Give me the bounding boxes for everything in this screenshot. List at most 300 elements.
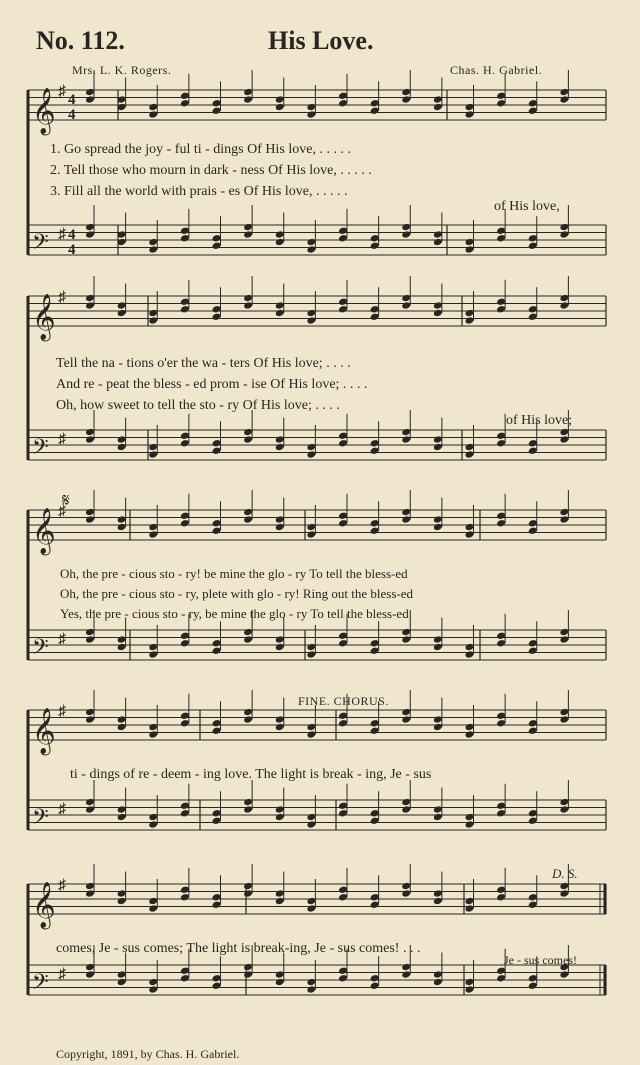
note-head (496, 631, 506, 640)
note-head (212, 816, 222, 825)
note-head (243, 970, 253, 979)
note-head (370, 900, 380, 909)
note-head (401, 230, 411, 239)
note-head (338, 226, 348, 235)
treble-clef: 𝄞 (32, 88, 56, 133)
note-head (465, 985, 475, 994)
note-head (148, 723, 158, 732)
note-head (243, 715, 253, 724)
echo-of-his-love-2: of His love; (506, 413, 573, 428)
note-head (306, 904, 316, 913)
note-head (338, 519, 348, 528)
note-head (401, 970, 411, 979)
note-head (117, 970, 127, 979)
note-head (180, 431, 190, 440)
time-signature: 4 (68, 107, 76, 123)
note-head (401, 628, 411, 637)
note-head (306, 643, 316, 652)
note-head (528, 809, 538, 818)
note-head (243, 294, 253, 303)
note-head (559, 798, 569, 807)
note-head (465, 110, 475, 119)
note-head (465, 978, 475, 987)
note-head (370, 974, 380, 983)
note-head (148, 643, 158, 652)
note-head (496, 893, 506, 902)
note-head (559, 294, 569, 303)
note-head (117, 978, 127, 987)
note-head (306, 530, 316, 539)
note-head (401, 515, 411, 524)
note-head (212, 639, 222, 648)
note-head (85, 508, 95, 517)
fine-chorus-mark: FINE. CHORUS. (298, 694, 389, 708)
note-head (275, 523, 285, 532)
note-head (275, 443, 285, 452)
key-signature-sharp: ♯ (58, 289, 66, 306)
note-head (243, 798, 253, 807)
note-head (148, 309, 158, 318)
note-head (275, 301, 285, 310)
note-head (85, 88, 95, 97)
time-signature: 4 (68, 92, 76, 108)
note-head (212, 99, 222, 108)
note-head (559, 708, 569, 717)
note-head (496, 431, 506, 440)
note-head (212, 893, 222, 902)
note-head (433, 443, 443, 452)
note-head (370, 241, 380, 250)
note-head (370, 816, 380, 825)
note-head (275, 715, 285, 724)
note-head (433, 301, 443, 310)
note-head (465, 523, 475, 532)
note-head (180, 511, 190, 520)
note-head (180, 226, 190, 235)
note-head (338, 431, 348, 440)
note-head (465, 643, 475, 652)
note-head (338, 893, 348, 902)
note-head (528, 526, 538, 535)
segno-sign: 𝄋 (62, 490, 70, 510)
key-signature-sharp: ♯ (58, 966, 66, 983)
note-head (212, 981, 222, 990)
note-head (275, 643, 285, 652)
note-head (370, 446, 380, 455)
note-head (528, 305, 538, 314)
key-signature-sharp: ♯ (58, 801, 66, 818)
note-head (148, 238, 158, 247)
note-head (85, 798, 95, 807)
note-head (85, 230, 95, 239)
note-head (465, 245, 475, 254)
note-head (559, 970, 569, 979)
note-head (180, 91, 190, 100)
note-head (559, 805, 569, 814)
note-head (433, 813, 443, 822)
note-head (559, 628, 569, 637)
note-head (338, 809, 348, 818)
note-head (306, 820, 316, 829)
note-head (370, 893, 380, 902)
note-head (338, 719, 348, 728)
note-head (528, 439, 538, 448)
note-head (275, 635, 285, 644)
note-head (370, 305, 380, 314)
note-head (370, 981, 380, 990)
note-head (465, 723, 475, 732)
note-head (496, 711, 506, 720)
note-head (243, 230, 253, 239)
note-head (528, 646, 538, 655)
note-head (338, 305, 348, 314)
note-head (338, 91, 348, 100)
note-head (212, 974, 222, 983)
hymn-number: No. 112. (36, 26, 125, 55)
note-head (85, 715, 95, 724)
note-head (401, 294, 411, 303)
note-head (275, 813, 285, 822)
note-head (433, 897, 443, 906)
note-head (117, 435, 127, 444)
note-head (148, 443, 158, 452)
note-head (243, 635, 253, 644)
note-head (433, 978, 443, 987)
note-head (496, 99, 506, 108)
note-head (243, 882, 253, 891)
note-head (85, 970, 95, 979)
note-head (433, 805, 443, 814)
note-head (433, 435, 443, 444)
note-head (243, 805, 253, 814)
note-head (117, 889, 127, 898)
note-head (528, 816, 538, 825)
note-head (117, 643, 127, 652)
note-head (243, 435, 253, 444)
note-head (275, 897, 285, 906)
verse-3-line-1: 3. Fill all the world with prais - es Of His love, . . . . . (50, 184, 348, 199)
note-head (243, 708, 253, 717)
note-head (180, 439, 190, 448)
note-head (401, 635, 411, 644)
verse-2-line-3: Oh, the pre - cious sto - ry, plete with glo - ry! Ring out the bless-ed (60, 586, 413, 601)
note-head (148, 103, 158, 112)
note-head (338, 439, 348, 448)
note-head (243, 223, 253, 232)
note-head (528, 446, 538, 455)
note-head (275, 103, 285, 112)
time-signature: 4 (68, 227, 76, 243)
note-head (275, 238, 285, 247)
note-head (465, 730, 475, 739)
note-head (338, 234, 348, 243)
note-head (148, 978, 158, 987)
note-head (370, 439, 380, 448)
note-head (85, 708, 95, 717)
note-head (212, 312, 222, 321)
note-head (212, 446, 222, 455)
note-head (180, 639, 190, 648)
note-head (370, 526, 380, 535)
note-head (528, 726, 538, 735)
note-head (180, 519, 190, 528)
note-head (401, 88, 411, 97)
note-head (85, 882, 95, 891)
note-head (180, 809, 190, 818)
note-head (528, 639, 538, 648)
note-head (528, 974, 538, 983)
note-head (275, 805, 285, 814)
note-head (496, 809, 506, 818)
note-head (243, 95, 253, 104)
echo-jesus-comes: Je - sus comes! (504, 953, 577, 967)
note-head (338, 631, 348, 640)
note-head (465, 813, 475, 822)
note-head (370, 719, 380, 728)
verse-3-line-3: Yes, the pre - cious sto - ry, be mine the glo - ry To tell the bless-ed (60, 606, 409, 621)
note-head (338, 966, 348, 975)
note-head (306, 897, 316, 906)
note-head (117, 443, 127, 452)
note-head (85, 889, 95, 898)
note-head (243, 963, 253, 972)
note-head (306, 443, 316, 452)
note-head (306, 309, 316, 318)
note-head (148, 730, 158, 739)
note-head (496, 305, 506, 314)
note-head (338, 99, 348, 108)
note-head (528, 99, 538, 108)
note-head (528, 312, 538, 321)
note-head (275, 309, 285, 318)
note-head (465, 904, 475, 913)
note-head (401, 882, 411, 891)
note-head (243, 515, 253, 524)
copyright-notice: Copyright, 1891, by Chas. H. Gabriel. (56, 1047, 240, 1061)
note-head (433, 715, 443, 724)
note-head (117, 723, 127, 732)
note-head (433, 230, 443, 239)
note-head (559, 715, 569, 724)
note-head (370, 519, 380, 528)
verse-2-line-2: And re - peat the bless - ed prom - ise Of His love; . . . . (56, 377, 368, 392)
note-head (85, 628, 95, 637)
note-head (180, 297, 190, 306)
bass-clef: 𝄢 (32, 805, 49, 834)
note-head (559, 95, 569, 104)
note-head (306, 650, 316, 659)
note-head (85, 428, 95, 437)
note-head (370, 809, 380, 818)
note-head (559, 515, 569, 524)
note-head (275, 95, 285, 104)
note-head (85, 294, 95, 303)
note-head (528, 893, 538, 902)
note-head (401, 805, 411, 814)
note-head (338, 885, 348, 894)
note-head (117, 897, 127, 906)
note-head (306, 978, 316, 987)
note-head (433, 309, 443, 318)
time-signature: 4 (68, 242, 76, 258)
note-head (148, 820, 158, 829)
note-head (496, 439, 506, 448)
note-head (528, 234, 538, 243)
note-head (212, 234, 222, 243)
note-head (465, 316, 475, 325)
note-head (85, 95, 95, 104)
chorus-line-1: ti - dings of re - deem - ing love. The light is break - ing, Je - sus (70, 767, 432, 782)
note-head (370, 646, 380, 655)
note-head (496, 234, 506, 243)
note-head (85, 515, 95, 524)
note-head (401, 428, 411, 437)
note-head (148, 450, 158, 459)
note-head (275, 435, 285, 444)
note-head (85, 301, 95, 310)
bass-clef: 𝄢 (32, 435, 49, 464)
note-head (559, 882, 569, 891)
note-head (496, 519, 506, 528)
note-head (528, 519, 538, 528)
note-head (306, 523, 316, 532)
note-head (180, 711, 190, 720)
note-head (180, 719, 190, 728)
note-head (117, 813, 127, 822)
note-head (465, 897, 475, 906)
note-head (85, 223, 95, 232)
note-head (180, 801, 190, 810)
note-head (496, 511, 506, 520)
note-head (401, 798, 411, 807)
note-head (243, 508, 253, 517)
note-head (117, 515, 127, 524)
verse-1-line-3: Oh, the pre - cious sto - ry! be mine the glo - ry To tell the bless-ed (60, 566, 408, 581)
note-head (401, 508, 411, 517)
bass-clef: 𝄢 (32, 635, 49, 664)
note-head (243, 628, 253, 637)
verse-1-line-1: 1. Go spread the joy - ful ti - dings Of His love, . . . . . (50, 142, 351, 157)
note-head (117, 715, 127, 724)
note-head (212, 526, 222, 535)
note-head (148, 897, 158, 906)
note-head (306, 813, 316, 822)
note-head (338, 297, 348, 306)
note-head (496, 639, 506, 648)
dal-segno-mark: D. S. (552, 866, 578, 881)
note-head (401, 301, 411, 310)
note-head (401, 715, 411, 724)
note-head (117, 301, 127, 310)
note-head (212, 519, 222, 528)
note-head (212, 809, 222, 818)
note-head (338, 639, 348, 648)
note-head (148, 110, 158, 119)
note-head (433, 970, 443, 979)
note-head (148, 245, 158, 254)
note-head (180, 234, 190, 243)
note-head (275, 723, 285, 732)
note-head (117, 309, 127, 318)
note-head (559, 428, 569, 437)
note-head (559, 635, 569, 644)
treble-clef: 𝄞 (32, 508, 56, 553)
note-head (559, 508, 569, 517)
note-head (85, 963, 95, 972)
note-head (180, 974, 190, 983)
note-head (243, 88, 253, 97)
note-head (465, 309, 475, 318)
note-head (148, 813, 158, 822)
note-head (370, 99, 380, 108)
note-head (180, 631, 190, 640)
note-head (180, 966, 190, 975)
note-head (148, 316, 158, 325)
key-signature-sharp: ♯ (58, 631, 66, 648)
key-signature-sharp: ♯ (58, 431, 66, 448)
note-head (180, 885, 190, 894)
key-signature-sharp: ♯ (58, 83, 66, 100)
note-head (370, 639, 380, 648)
note-head (338, 711, 348, 720)
note-head (275, 515, 285, 524)
note-head (306, 723, 316, 732)
note-head (212, 439, 222, 448)
note-head (370, 106, 380, 115)
note-head (465, 650, 475, 659)
note-head (180, 99, 190, 108)
note-head (433, 515, 443, 524)
note-head (275, 970, 285, 979)
note-head (433, 523, 443, 532)
note-head (212, 241, 222, 250)
note-head (559, 223, 569, 232)
note-head (528, 900, 538, 909)
note-head (465, 238, 475, 247)
note-head (275, 230, 285, 239)
note-head (306, 110, 316, 119)
note-head (433, 95, 443, 104)
note-head (401, 889, 411, 898)
key-signature-sharp: ♯ (58, 877, 66, 894)
note-head (306, 245, 316, 254)
note-head (559, 88, 569, 97)
note-head (212, 900, 222, 909)
note-head (180, 305, 190, 314)
hymn-title: His Love. (268, 26, 374, 55)
note-head (401, 435, 411, 444)
note-head (496, 91, 506, 100)
note-head (85, 805, 95, 814)
note-head (370, 726, 380, 735)
note-head (401, 708, 411, 717)
note-head (496, 719, 506, 728)
note-head (148, 904, 158, 913)
treble-clef: 𝄞 (32, 294, 56, 339)
note-head (338, 511, 348, 520)
note-head (528, 981, 538, 990)
note-head (306, 238, 316, 247)
note-head (433, 238, 443, 247)
note-head (85, 635, 95, 644)
note-head (433, 889, 443, 898)
note-head (496, 885, 506, 894)
note-head (433, 635, 443, 644)
note-head (559, 889, 569, 898)
note-head (370, 234, 380, 243)
note-head (465, 530, 475, 539)
treble-clef: 𝄞 (32, 708, 56, 753)
